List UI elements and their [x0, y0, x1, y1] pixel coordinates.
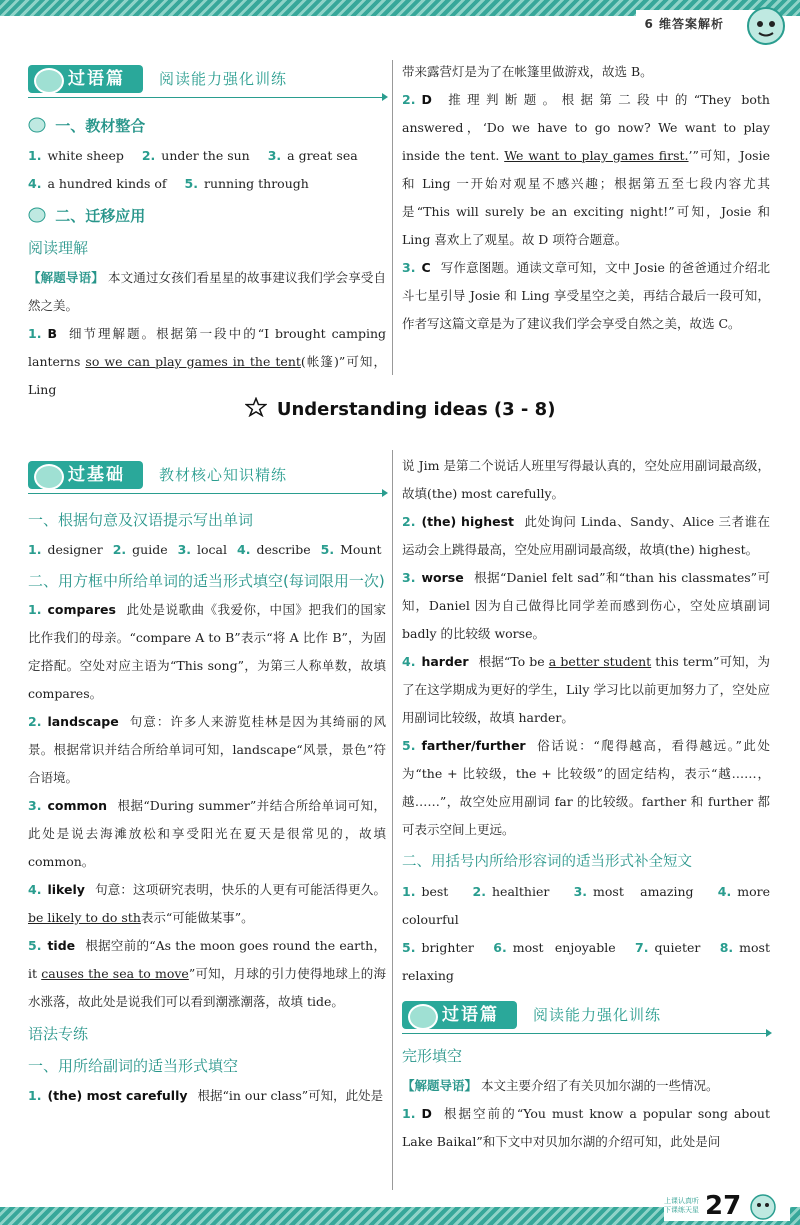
item-text: brighter: [421, 940, 474, 955]
item-num: 3.: [573, 884, 588, 899]
explanation-text: (帐篷)”可知，Ling: [28, 354, 386, 397]
mascot-icon: [742, 4, 790, 46]
item-text: a great sea: [287, 148, 358, 163]
item-text: white sheep: [47, 148, 124, 163]
question-num: 4.: [28, 882, 42, 897]
answer-item: [142, 148, 250, 163]
section-title: 一、用所给副词的适当形式填空: [28, 1057, 239, 1075]
question-explanation: [402, 1100, 770, 1156]
explanation-text: 根据“During summer”并结合所给单词可知，此处是说去海滩放松和享受阳光在夏天是很常见的，故填 common。: [28, 798, 386, 869]
item-num: 7.: [635, 940, 649, 955]
banner-reading-training: [28, 62, 386, 96]
item-text: describe: [256, 542, 311, 557]
guide-tag: 【解题导语】: [402, 1078, 478, 1093]
answer-item: [635, 940, 700, 955]
question-answer: B: [47, 326, 57, 341]
answer-item: [28, 542, 103, 557]
item-text: more colourful: [402, 884, 770, 927]
guide-paragraph: [28, 264, 386, 320]
top-right-column: [402, 58, 770, 338]
item-text: guide: [132, 542, 168, 557]
banner-subtitle: 教材核心知识精练: [159, 466, 288, 484]
subsection-title: 完形填空: [402, 1047, 463, 1065]
explanation-text: ”可知，月球的引力使得地球上的海水涨落，故此处是说我们可以看到潮涨潮落，故填 tide。: [28, 966, 386, 1009]
answer-item: [28, 148, 124, 163]
question-explanation: [402, 508, 770, 564]
top-left-column: [28, 62, 386, 404]
underlined-text: We want to play games first.: [504, 148, 689, 163]
question-num: 2.: [28, 714, 42, 729]
answer-row: [28, 142, 386, 170]
question-num: 1.: [28, 326, 42, 341]
mascot-icon: [745, 1191, 781, 1221]
explanation-text: ’”可知，Josie 和 Ling 一开始对观星不感兴趣；根据第五至七段内容尤其是“This will surely be an exciting night!”可知，Josie 和 Ling 喜欢上了观星。故 D 项符合题意。: [402, 148, 770, 247]
banner-tag-label: 过语篇: [68, 69, 125, 89]
question-explanation: [28, 596, 386, 708]
question-num: 1.: [28, 602, 42, 617]
question-answer: farther/further: [421, 738, 526, 753]
guide-tag: 【解题导语】: [28, 270, 104, 285]
explanation-text: 俗话说：“爬得越高，看得越远。”此处为“the + 比较级，the + 比较级”的固定结构，表示“越……，越……”，故空处应用副词 far 的比较级。farther 和 further 都可表示空间上更远。: [402, 738, 770, 837]
banner-tag: [28, 65, 143, 93]
question-num: 3.: [402, 570, 416, 585]
item-num: 1.: [28, 542, 42, 557]
section-title-text: 一、教材整合: [55, 117, 146, 135]
question-answer: harder: [421, 654, 469, 669]
item-num: 2.: [472, 884, 486, 899]
item-text: most enjoyable: [512, 940, 616, 955]
star-icon: [28, 117, 46, 133]
question-explanation: [402, 254, 770, 338]
question-answer: tide: [47, 938, 76, 953]
question-answer: likely: [47, 882, 85, 897]
star-icon: [245, 397, 267, 417]
question-explanation: [402, 564, 770, 648]
question-answer: common: [47, 798, 107, 813]
item-num: 2.: [112, 542, 127, 557]
item-num: 5.: [402, 940, 416, 955]
answer-item: [321, 542, 382, 557]
question-explanation: [402, 86, 770, 254]
question-answer: worse: [421, 570, 464, 585]
explanation-text: 此处是说歌曲《我爱你，中国》把我们的国家比作我们的母亲。“compare A to B”表示“将 A 比作 B”，为固定搭配。空处对应主语为“This song”，为第三人称单数，故填 compares。: [28, 602, 386, 701]
underlined-text: be likely to do sth: [28, 910, 141, 925]
subsection-title: 阅读理解: [28, 239, 89, 257]
unit-title-text: Understanding ideas (3 - 8): [276, 399, 556, 420]
item-text: best: [421, 884, 449, 899]
answer-item: [113, 542, 168, 557]
explanation-text: 根据“in our class”可知，此处是: [197, 1088, 384, 1103]
answer-item: [268, 148, 358, 163]
explanation-text: 表示“可能做某事”。: [140, 910, 254, 925]
question-num: 1.: [402, 1106, 416, 1121]
question-explanation: [28, 1082, 386, 1110]
guide-text: 本文主要介绍了有关贝加尔湖的一些情况。: [481, 1078, 719, 1093]
question-explanation: [28, 708, 386, 792]
underlined-text: causes the sea to move: [41, 966, 189, 981]
item-text: healthier: [492, 884, 550, 899]
banner-rule: [402, 1033, 770, 1034]
banner-badge-icon: [408, 1004, 438, 1030]
explanation-text: 根据“Daniel felt sad”和“than his classmates”可知，Daniel 因为自己做得比同学差而感到伤心，空处应填副词 badly 的比较级 worse。: [402, 570, 770, 641]
answer-item: [178, 542, 227, 557]
continued-text: 带来露营灯是为了在帐篷里做游戏，故选 B。: [402, 64, 653, 79]
page-number: 27: [705, 1191, 742, 1221]
question-explanation: [28, 792, 386, 876]
section-title: [28, 112, 386, 140]
bottom-left-column: [28, 458, 386, 1110]
answer-item: [402, 884, 448, 899]
answer-item: [237, 542, 311, 557]
answer-row: [402, 934, 770, 990]
explanation-text: 句意：许多人来游览桂林是因为其绮丽的风景。根据常识并结合所给单词可知，landscape“风景，景色”符合语境。: [28, 714, 386, 785]
item-num: 8.: [719, 940, 734, 955]
item-text: a hundred kinds of: [47, 176, 167, 191]
answer-row: [28, 170, 386, 198]
answer-item: [473, 884, 550, 899]
explanation-text: 推理判断题。根据第二段中的“They both answered，‘Do we have to go now? We want to play inside the tent.: [402, 92, 770, 163]
banner-tag: [402, 1001, 517, 1029]
answer-row: [402, 878, 770, 934]
item-text: local: [197, 542, 228, 557]
explanation-text: 写作意图题。通读文章可知，文中 Josie 的爸爸通过介绍北斗七星引导 Josie 和 Ling 享受星空之美，再结合最后一段可知，作者写这篇文章是为了建议我们学会享受自然之美，故选 C。: [402, 260, 770, 331]
banner-reading-training: [402, 998, 770, 1032]
banner-subtitle: 阅读能力强化训练: [533, 1006, 662, 1024]
question-answer: (the) highest: [421, 514, 514, 529]
bottom-right-column: [402, 452, 770, 1156]
section-title: 二、用括号内所给形容词的适当形式补全短文: [402, 854, 692, 870]
question-num: 5.: [402, 738, 416, 753]
footer-slogan-line: 下课练天星: [664, 1206, 699, 1214]
item-num: 6.: [493, 940, 507, 955]
unit-title: [0, 397, 800, 420]
section-title: 二、用方框中所给单词的适当形式填空(每词限用一次): [28, 572, 385, 590]
explanation-text: 句意：这项研究表明，快乐的人更有可能活得更久。: [94, 882, 386, 897]
item-num: 1.: [402, 884, 416, 899]
answer-item: [574, 884, 694, 899]
underlined-text: so we can play games in the tent: [85, 354, 301, 369]
banner-badge-icon: [34, 464, 64, 490]
item-num: 3.: [267, 148, 282, 163]
question-num: 3.: [28, 798, 42, 813]
banner-rule: [28, 493, 386, 494]
answer-item: [28, 176, 167, 191]
question-answer: (the) most carefully: [47, 1088, 188, 1103]
item-text: under the sun: [161, 148, 250, 163]
question-num: 1.: [28, 1088, 42, 1103]
banner-rule: [28, 97, 386, 98]
explanation-text: 细节理解题。根据第一段中的“I brought camping lanterns: [28, 326, 386, 369]
question-explanation: [28, 932, 386, 1016]
question-answer: D: [421, 1106, 432, 1121]
item-text: Mount: [340, 542, 382, 557]
answer-item: [185, 176, 309, 191]
answer-item: [493, 940, 615, 955]
question-num: 2.: [402, 92, 416, 107]
item-text: most relaxing: [402, 940, 770, 983]
question-answer: C: [421, 260, 431, 275]
item-num: 4.: [28, 176, 42, 191]
item-num: 4.: [237, 542, 251, 557]
question-explanation: [402, 648, 770, 732]
question-num: 2.: [402, 514, 416, 529]
page-footer: [664, 1191, 790, 1221]
explanation-text: this term”可知，为了在这学期成为更好的学生，Lily 学习比以前更加努力了，空处应用副词比较级，故填 harder。: [402, 654, 770, 725]
item-text: running through: [203, 176, 309, 191]
question-num: 3.: [402, 260, 416, 275]
item-num: 4.: [717, 884, 732, 899]
answer-row: [28, 536, 386, 564]
section-title: 语法专练: [28, 1025, 89, 1043]
column-divider: [392, 450, 393, 1190]
question-explanation: [28, 876, 386, 932]
item-num: 3.: [177, 542, 192, 557]
answer-item: [402, 940, 474, 955]
footer-slogan: [664, 1197, 699, 1215]
explanation-text: 根据空前的“As the moon goes round the earth，it: [28, 938, 386, 981]
section-title-text: 二、迁移应用: [55, 207, 146, 225]
banner-basics: [28, 458, 386, 492]
header-label: 6 维答案解析: [644, 17, 724, 31]
section-title: 一、根据句意及汉语提示写出单词: [28, 511, 254, 529]
item-num: 5.: [184, 176, 198, 191]
continued-text: 说 Jim 是第二个说话人班里写得最认真的，空处应用副词最高级，故填(the) most carefully。: [402, 458, 770, 501]
explanation-text: 根据“To be: [478, 654, 549, 669]
item-text: designer: [47, 542, 103, 557]
column-divider: [392, 60, 393, 375]
question-num: 4.: [402, 654, 416, 669]
item-num: 2.: [141, 148, 156, 163]
banner-badge-icon: [34, 68, 64, 94]
explanation-text: 此处询问 Linda、Sandy、Alice 三者谁在运动会上跳得最高，空处应用副词最高级，故填(the) highest。: [402, 514, 770, 557]
banner-tag-label: 过基础: [68, 465, 125, 485]
star-icon: [28, 207, 46, 223]
question-num: 5.: [28, 938, 42, 953]
underlined-text: a better student: [548, 654, 652, 669]
guide-paragraph: [402, 1072, 770, 1100]
item-text: most amazing: [593, 884, 694, 899]
item-num: 5.: [320, 542, 335, 557]
footer-slogan-line: 上课认真听: [664, 1197, 699, 1205]
item-text: quieter: [654, 940, 701, 955]
item-num: 1.: [28, 148, 42, 163]
guide-text: 本文通过女孩们看星星的故事建议我们学会享受自然之美。: [28, 270, 386, 313]
explanation-text: 根据空前的“You must know a popular song about Lake Baikal”和下文中对贝加尔湖的介绍可知，此处是问: [402, 1106, 770, 1149]
section-title: [28, 202, 386, 230]
question-explanation: [402, 732, 770, 844]
question-explanation: [28, 320, 386, 404]
banner-subtitle: 阅读能力强化训练: [159, 70, 288, 88]
question-answer: landscape: [47, 714, 119, 729]
question-answer: compares: [47, 602, 116, 617]
banner-tag: [28, 461, 143, 489]
question-answer: D: [421, 92, 432, 107]
banner-tag-label: 过语篇: [442, 1005, 499, 1025]
